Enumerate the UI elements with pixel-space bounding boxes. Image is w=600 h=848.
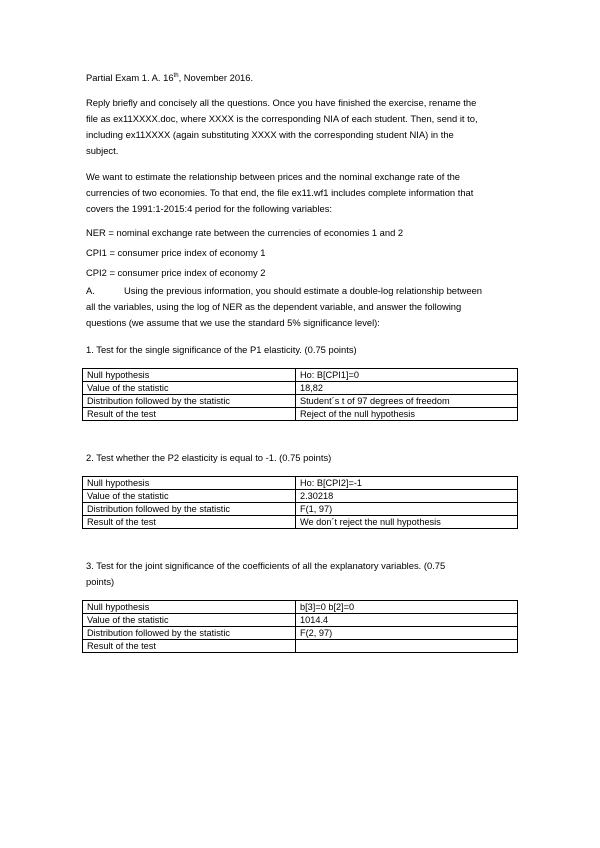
table-row [83,490,518,503]
row-value: 2.30218 [296,490,518,503]
row-value: F(2, 97) [296,627,518,640]
question-1-text: 1. Test for the single significance of the P1 elasticity. (0.75 points) [86,344,357,355]
intro-line: We want to estimate the relationship between prices and the nominal exchange rate of the [86,171,461,182]
row-value: 1014.4 [296,614,518,627]
row-value: Reject of the null hypothesis [296,408,518,421]
row-label: Distribution followed by the statistic [83,627,296,640]
row-value: We don´t reject the null hypothesis [296,516,518,529]
variable-cpi1: CPI1 = consumer price index of economy 1 [86,247,266,258]
title-date: , November 2016. [178,72,254,83]
instructions-paragraph [86,95,526,159]
instructions-line: subject. [86,145,119,156]
section-a [86,283,526,331]
row-value: 18,82 [296,382,518,395]
table-row [83,601,518,614]
row-value: Ho: B[CPI2]=-1 [296,477,518,490]
row-label: Value of the statistic [83,490,296,503]
table-row [83,614,518,627]
instructions-line: file as ex11XXXX.doc, where XXXX is the corresponding NIA of each student. Then, send it to, [86,113,478,124]
row-label: Distribution followed by the statistic [83,503,296,516]
row-label: Value of the statistic [83,382,296,395]
row-label: Result of the test [83,640,296,653]
question-1-table [82,368,518,421]
table-row [83,382,518,395]
question-2-table [82,476,518,529]
question-3-line: points) [86,576,115,587]
title-superscript: th [173,73,179,79]
variable-cpi2: CPI2 = consumer price index of economy 2 [86,267,266,278]
row-label: Result of the test [83,408,296,421]
question-3-line: 3. Test for the joint significance of the coefficients of all the explanatory variables. (0.75 [86,560,446,571]
section-a-line: questions (we assume that we use the standard 5% significance level): [86,317,380,328]
row-value: Ho: B[CPI1]=0 [296,369,518,382]
section-a-text: Using the previous information, you should estimate a double-log relationship between [124,285,483,296]
row-label: Value of the statistic [83,614,296,627]
instructions-line: Reply briefly and concisely all the questions. Once you have finished the exercise, rename the [86,97,477,108]
question-2-text: 2. Test whether the P2 elasticity is equal to -1. (0.75 points) [86,452,332,463]
row-value-empty [296,640,518,653]
section-a-line [86,283,526,299]
instructions-line: including ex11XXXX (again substituting XXXX with the corresponding student NIA) in the [86,129,454,140]
row-label: Result of the test [83,516,296,529]
row-value: b[3]=0 b[2]=0 [296,601,518,614]
table-row [83,627,518,640]
section-a-label: A. [86,285,95,296]
section-a-line: all the variables, using the log of NER as the dependent variable, and answer the following [86,301,462,312]
row-label: Null hypothesis [83,601,296,614]
variable-ner: NER = nominal exchange rate between the currencies of economies 1 and 2 [86,227,404,238]
table-row [83,516,518,529]
exam-title [86,70,526,86]
table-row [83,408,518,421]
table-row [83,395,518,408]
row-value: Student´s t of 97 degrees of freedom [296,395,518,408]
row-label: Null hypothesis [83,369,296,382]
intro-line: covers the 1991:1-2015:4 period for the following variables: [86,203,332,214]
question-3-table [82,600,518,653]
table-row [83,477,518,490]
row-label: Null hypothesis [83,477,296,490]
intro-line: currencies of two economies. To that end, the file ex11.wf1 includes complete information that [86,187,474,198]
intro-paragraph [86,169,526,217]
table-row [83,369,518,382]
table-row [83,503,518,516]
table-row [83,640,518,653]
question-3-text [86,558,526,590]
row-value: F(1, 97) [296,503,518,516]
title-text: Partial Exam 1. A. 16 [86,72,174,83]
row-label: Distribution followed by the statistic [83,395,296,408]
